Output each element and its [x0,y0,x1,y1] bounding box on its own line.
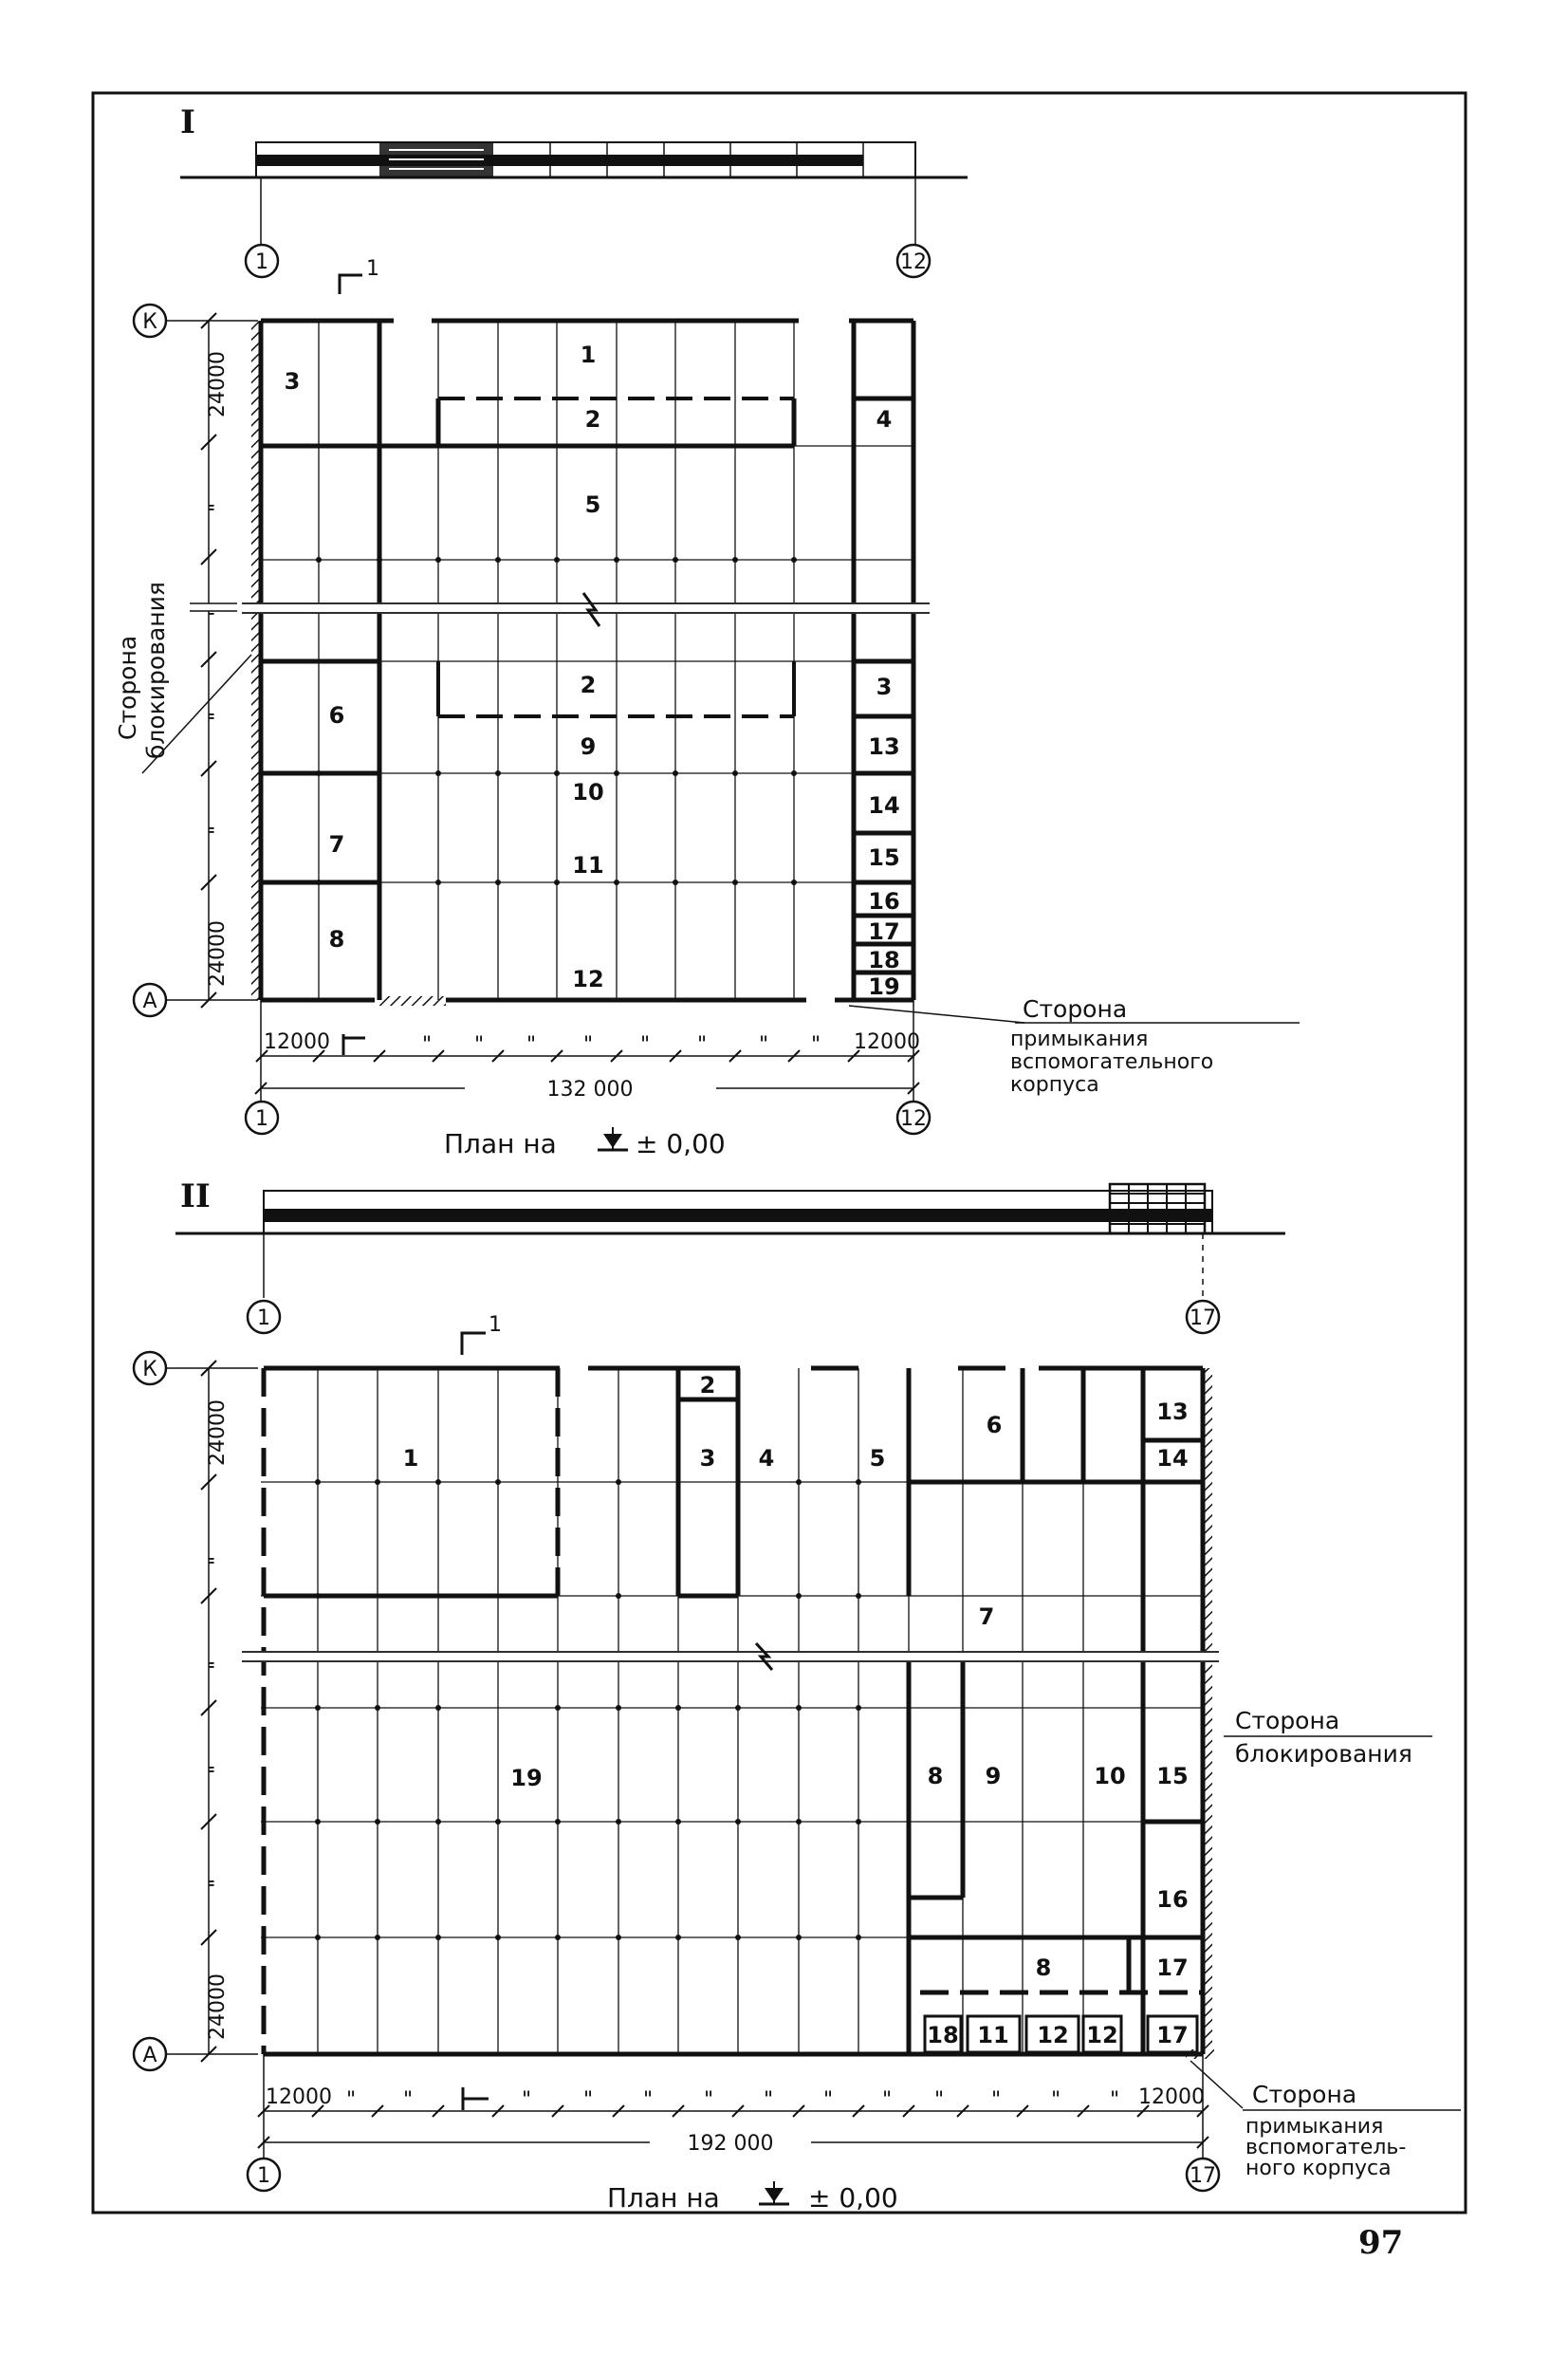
room-number: 15 [1156,1763,1189,1789]
room-number: 3 [876,674,893,700]
room-number: 17 [1156,2022,1189,2048]
room-number: 5 [584,491,601,518]
plan-1-section-mark [340,257,379,294]
plan-2-total-dimension: 192 000 [687,2132,774,2156]
room-number: 4 [876,406,893,433]
svg-text:": " [206,824,230,835]
plan-2-axis-1-bottom [248,2158,280,2191]
svg-text:": " [206,606,230,617]
svg-text:примыкания: примыкания [1010,1028,1149,1051]
svg-text:": " [583,2088,594,2112]
svg-text:": " [474,1033,485,1057]
room-number: 6 [328,702,345,729]
svg-text:": " [823,2088,834,2112]
svg-text:1: 1 [366,257,379,281]
svg-text:1: 1 [255,1107,268,1131]
room-number: 9 [580,733,597,760]
room-number: 4 [758,1445,775,1472]
plan-2-axis-A [134,2038,258,2070]
plan-1-axis-1-bottom [246,1102,278,1134]
svg-text:1: 1 [255,250,268,274]
plan-2 [134,1177,1461,2214]
svg-text:": " [759,1033,769,1057]
room-number: 14 [868,792,900,819]
room-number: 3 [699,1445,716,1472]
room-number: 11 [977,2022,1009,2048]
svg-text:": " [934,2088,945,2112]
svg-text:": " [697,1033,708,1057]
plan-1-axis-K [134,305,258,337]
room-number: 19 [510,1765,543,1791]
svg-text:24000: 24000 [206,1399,230,1466]
room-number: 19 [868,973,900,1000]
plan-2-bottom-dimensions [258,2054,1208,2182]
svg-text:24000: 24000 [206,1973,230,2040]
plan-2-left-dimensions [201,1361,230,2062]
room-number: 13 [1156,1399,1189,1425]
room-number: 11 [572,852,604,879]
plan-1-caption [444,1127,726,1159]
plan-2-roman: II [180,1177,211,1215]
svg-text:": " [882,2088,893,2112]
plan-1-axis-12-bottom [897,1102,930,1134]
svg-text:": " [1051,2088,1061,2112]
page-frame [93,93,1466,2213]
room-number: 13 [868,733,900,760]
svg-text:": " [704,2088,714,2112]
svg-text:± 0,00: ± 0,00 [636,1128,726,1159]
svg-text:24000: 24000 [206,351,230,417]
room-number: 2 [580,672,597,698]
svg-text:блокирования: блокирования [1235,1740,1412,1768]
room-number: 7 [328,831,345,858]
svg-text:вспомогательного: вспомогательного [1010,1050,1214,1074]
plan-2-side-adjoin-label [1190,2061,1461,2180]
room-number: 2 [584,406,601,433]
svg-text:1: 1 [257,2164,270,2188]
room-number: 1 [402,1445,419,1472]
svg-text:К: К [142,1358,157,1381]
plan-2-facade [175,1184,1285,1298]
room-number: 10 [572,779,604,806]
svg-text:План на: План на [607,2182,720,2214]
svg-text:12: 12 [900,1107,927,1131]
room-number: 18 [927,2022,959,2048]
room-number: 9 [985,1763,1002,1789]
svg-text:": " [206,1878,230,1888]
svg-text:Сторона: Сторона [1252,2081,1357,2108]
plan-2-axis-K [134,1352,258,1384]
plan-2-axis-1-top [248,1301,280,1333]
svg-text:12000: 12000 [854,1030,920,1054]
plan-1-rooms [285,342,900,1000]
svg-text:17: 17 [1190,1306,1216,1330]
plan-2-section-mark [462,1313,502,1355]
room-number: 16 [868,888,900,915]
svg-text:А: А [142,2044,157,2067]
svg-text:1: 1 [257,1306,270,1330]
room-number: 7 [978,1603,995,1630]
svg-text:ного корпуса: ного корпуса [1245,2157,1392,2180]
svg-text:": " [206,711,230,721]
room-number: 18 [868,947,900,973]
svg-text:": " [206,502,230,512]
plan-2-side-blocking-label [1224,1707,1432,1768]
plan-1-facade [180,142,968,247]
svg-text:": " [522,2088,532,2112]
room-number: 14 [1156,1445,1189,1472]
plan-2-caption [607,2181,898,2214]
room-number: 8 [328,926,345,953]
room-number: 3 [284,368,301,395]
plan-1-bottom-dimensions [255,1000,920,1129]
room-number: 15 [868,844,900,871]
room-number: 8 [1035,1955,1052,1981]
level-mark-icon [759,2181,789,2204]
svg-text:12: 12 [900,250,927,274]
plan-1-left-dimensions [190,313,237,1008]
svg-text:": " [206,1764,230,1774]
svg-text:12000: 12000 [266,2085,332,2109]
svg-text:План на: План на [444,1128,557,1159]
svg-text:1: 1 [489,1313,502,1337]
svg-text:вспомогатель-: вспомогатель- [1245,2136,1407,2159]
svg-text:": " [991,2088,1002,2112]
svg-text:Сторона: Сторона [1235,1707,1340,1734]
room-number: 6 [986,1412,1003,1438]
svg-text:": " [811,1033,821,1057]
svg-text:": " [206,1659,230,1670]
plan-1 [114,103,1300,1159]
room-number: 17 [1156,1955,1189,1981]
room-number: 5 [869,1445,886,1472]
svg-text:": " [422,1033,433,1057]
room-number: 1 [580,342,597,368]
room-number: 12 [1037,2022,1069,2048]
plan-1-axis-1-top [246,245,278,277]
svg-text:": " [1110,2088,1120,2112]
plan-2-axis-17-top [1187,1301,1219,1333]
svg-text:12000: 12000 [264,1030,330,1054]
svg-text:24000: 24000 [206,920,230,987]
svg-text:Сторона: Сторона [114,635,141,740]
svg-text:блокирования: блокирования [142,582,170,759]
svg-text:": " [764,2088,774,2112]
level-mark-icon [598,1127,628,1150]
plan-2-building [242,1368,1219,2059]
room-number: 8 [927,1763,944,1789]
room-number: 10 [1094,1763,1126,1789]
svg-text:12000: 12000 [1138,2085,1205,2109]
plan-2-axis-17-bottom [1187,2158,1219,2191]
svg-text:± 0,00: ± 0,00 [808,2182,898,2214]
room-number: 12 [572,966,604,992]
room-number: 2 [699,1372,716,1399]
svg-text:": " [206,1555,230,1566]
svg-text:": " [583,1033,594,1057]
svg-text:Сторона: Сторона [1023,995,1128,1023]
svg-text:корпуса: корпуса [1010,1073,1099,1097]
svg-text:": " [526,1033,537,1057]
room-number: 12 [1086,2022,1118,2048]
room-number: 17 [868,918,900,945]
plan-1-total-dimension: 132 000 [546,1078,634,1102]
svg-text:": " [643,2088,654,2112]
svg-text:17: 17 [1190,2164,1216,2188]
room-number: 16 [1156,1886,1189,1913]
plan-1-axis-12-top [897,245,930,277]
svg-text:": " [640,1033,651,1057]
plan-2-rooms [403,1372,1189,2048]
page-number: 97 [1358,2224,1404,2262]
plan-1-axis-A [134,984,258,1016]
svg-text:К: К [142,310,157,334]
svg-text:": " [346,2088,357,2112]
plan-1-roman: I [180,103,195,141]
svg-text:": " [403,2088,414,2112]
svg-text:примыкания: примыкания [1245,2115,1384,2139]
svg-text:А: А [142,990,157,1013]
